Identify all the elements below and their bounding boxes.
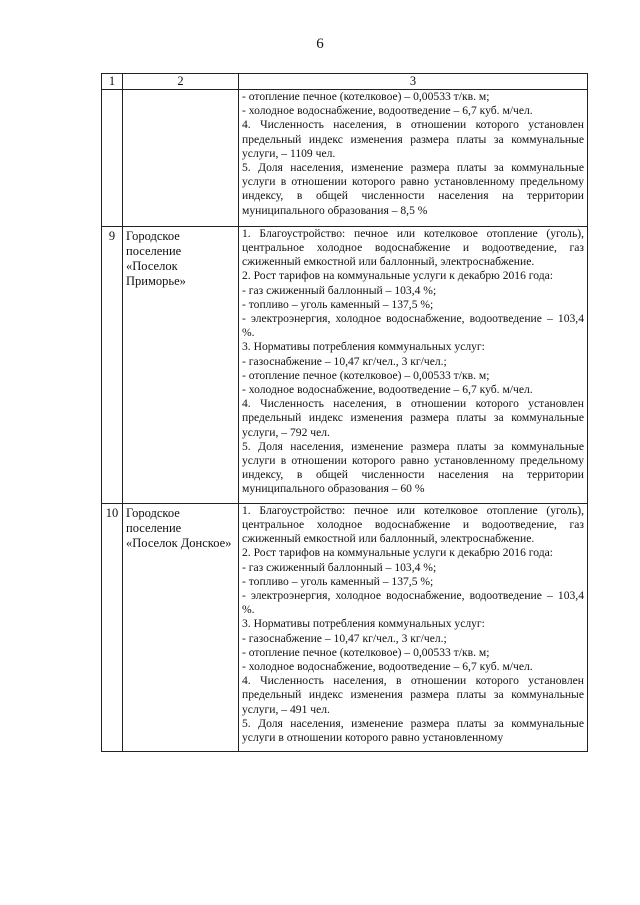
- row-number: 9: [102, 226, 123, 503]
- table-row: [102, 503, 588, 751]
- description-line: - отопление печное (котелковое) – 0,00533 т/кв. м;: [242, 645, 490, 659]
- page-number: 6: [316, 36, 324, 52]
- settlement-name: [123, 90, 239, 227]
- description-line: - газоснабжение – 10,47 кг/чел., 3 кг/чел.;: [242, 631, 447, 645]
- table-header-row: [102, 74, 588, 90]
- description-line: 3. Нормативы потребления коммунальных услуг:: [242, 340, 485, 354]
- description-line: - топливо – уголь каменный – 137,5 %;: [242, 297, 434, 311]
- column-header-3: 3: [239, 74, 588, 90]
- column-header-2: 2: [123, 74, 239, 90]
- description-line: 2. Рост тарифов на коммунальные услуги к декабрю 2016 года:: [242, 269, 553, 283]
- row-description: [239, 503, 588, 751]
- description-line: - холодное водоснабжение, водоотведение – 6,7 куб. м/чел.: [242, 659, 533, 673]
- description-line: - газ сжиженный баллонный – 103,4 %;: [242, 560, 437, 574]
- description-line: 5. Доля населения, изменение размера платы за коммунальные услуги в отношении которого равно установленному предельному индексу, в общей численности населения на территории муниципального образования – 60 %: [242, 439, 584, 496]
- description-line: - топливо – уголь каменный – 137,5 %;: [242, 574, 434, 588]
- description-line: 5. Доля населения, изменение размера платы за коммунальные услуги в отношении которого равно установленному: [242, 716, 584, 744]
- description-line: 1. Благоустройство: печное или котелковое отопление (уголь), центральное холодное водоснабжение и водоотведение, газ сжиженный емкостной или баллонный, электроснабжение.: [242, 503, 584, 546]
- description-line: - электроэнергия, холодное водоснабжение, водоотведение – 103,4 %.: [242, 312, 584, 340]
- description-line: - электроэнергия, холодное водоснабжение, водоотведение – 103,4 %.: [242, 588, 584, 617]
- tariff-table: [101, 73, 588, 752]
- settlement-name: Городское поселение «Поселок Приморье»: [123, 226, 239, 503]
- description-line: - газ сжиженный баллонный – 103,4 %;: [242, 283, 437, 297]
- table-row: [102, 226, 588, 503]
- column-header-1: 1: [102, 74, 123, 90]
- description-line: - холодное водоснабжение, водоотведение – 6,7 куб. м/чел.: [242, 104, 533, 118]
- description-line: - холодное водоснабжение, водоотведение – 6,7 куб. м/чел.: [242, 383, 533, 397]
- description-line: 3. Нормативы потребления коммунальных услуг:: [242, 617, 485, 631]
- description-line: 1. Благоустройство: печное или котелковое отопление (уголь), центральное холодное водоснабжение и водоотведение, газ сжиженный емкостной или баллонный, электроснабжение.: [242, 226, 584, 269]
- row-number: [102, 90, 123, 227]
- row-number: 10: [102, 503, 123, 751]
- table-row: [102, 90, 588, 227]
- description-line: 4. Численность населения, в отношении которого установлен предельный индекс изменения размера платы за коммунальные услуги, – 1109 чел.: [242, 118, 584, 160]
- description-line: - отопление печное (котелковое) – 0,00533 т/кв. м;: [242, 368, 490, 382]
- description-line: - отопление печное (котелковое) – 0,00533 т/кв. м;: [242, 90, 490, 103]
- description-line: 5. Доля населения, изменение размера платы за коммунальные услуги в отношении которого равно установленному предельному индексу, в общей численности населения на территории муниципального образования – 8,5 %: [242, 161, 584, 217]
- description-line: 4. Численность населения, в отношении которого установлен предельный индекс изменения размера платы за коммунальные услуги, – 792 чел.: [242, 397, 584, 439]
- description-line: - газоснабжение – 10,47 кг/чел., 3 кг/чел.;: [242, 354, 447, 368]
- row-description: [239, 90, 588, 227]
- row-description: [239, 226, 588, 503]
- description-line: 2. Рост тарифов на коммунальные услуги к декабрю 2016 года:: [242, 546, 553, 560]
- settlement-name: Городское поселение «Поселок Донское»: [123, 503, 239, 751]
- description-line: 4. Численность населения, в отношении которого установлен предельный индекс изменения размера платы за коммунальные услуги, – 491 чел.: [242, 674, 584, 716]
